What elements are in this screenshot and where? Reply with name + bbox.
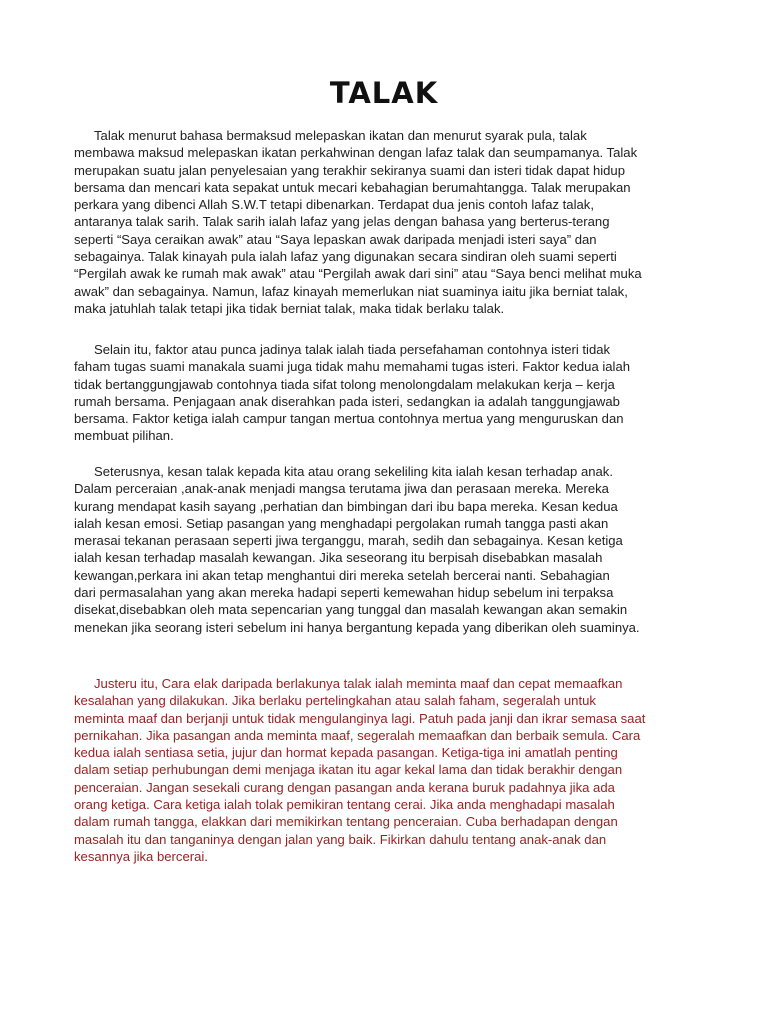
paragraph-line: kesannya jika bercerai. bbox=[74, 848, 208, 864]
paragraph-line: pernikahan. Jika pasangan anda meminta maaf, segeralah memaafkan dan berbaik semula. Cara bbox=[74, 727, 641, 743]
paragraph-line: tidak bertanggungjawab contohnya tiada sifat tolong menolongdalam melakukan kerja – kerja bbox=[74, 376, 615, 392]
paragraph-1 bbox=[74, 127, 706, 317]
paragraph-3 bbox=[74, 463, 706, 636]
paragraph-line: membawa maksud melepaskan ikatan perkahwinan dengan lafaz talak dan seumpamanya. Talak bbox=[74, 145, 638, 161]
paragraph-line: Talak menurut bahasa bermaksud melepaskan ikatan dan menurut syarak pula, talak bbox=[94, 128, 587, 143]
paragraph-line: kesalahan yang dilakukan. Jika berlaku pertelingkahan atau salah faham, segeralah untuk bbox=[74, 693, 596, 709]
paragraph-line: ialah kesan terhadap masalah kewangan. Jika seseorang itu berpisah disebabkan masalah bbox=[74, 550, 603, 566]
paragraph-line: menekan jika seorang isteri sebelum ini hanya bergantung kepada yang diberikan oleh suaminya. bbox=[74, 619, 640, 635]
paragraph-line: merupakan suatu jalan penyelesaian yang terakhir sekiranya suami dan isteri tidak dapat hidup bbox=[74, 162, 625, 178]
paragraph-line: faham tugas suami manakala suami juga tidak mahu memahami tugas isteri. Faktor kedua ialah bbox=[74, 359, 631, 375]
paragraph-line: “Pergilah awak ke rumah mak awak” atau “Pergilah awak dari sini” atau “Saya benci melihat muka bbox=[74, 266, 642, 282]
paragraph-line: dalam rumah tangga, elakkan dari memikirkan tentang penceraian. Cuba berhadapan dengan bbox=[74, 814, 618, 830]
document-title: TALAK bbox=[329, 76, 439, 110]
paragraph-line: masalah itu dan tanganinya dengan jalan yang baik. Fikirkan dahulu tentang anak-anak dan bbox=[74, 831, 607, 847]
paragraph-line: penceraian. Jangan sesekali curang dengan pasangan anda kerana buruk padahnya jika ada bbox=[74, 779, 615, 795]
paragraph-line: bersama. Faktor ketiga ialah campur tangan mertua contohnya mertua yang menguruskan dan bbox=[74, 411, 624, 427]
paragraph-line: Selain itu, faktor atau punca jadinya talak ialah tiada persefahaman contohnya isteri tidak bbox=[94, 342, 611, 357]
paragraph-line: Justeru itu, Cara elak daripada berlakunya talak ialah meminta maaf dan cepat memaafkan bbox=[94, 676, 623, 691]
paragraph-line: kewangan,perkara ini akan tetap menghantui diri mereka setelah bercerai nanti. Sebahagian bbox=[74, 567, 610, 583]
paragraph-line: perkara yang dibenci Allah S.W.T tetapi dibenarkan. Terdapat dua jenis contoh lafaz talak, bbox=[74, 197, 594, 213]
paragraph-line: membuat pilihan. bbox=[74, 428, 174, 444]
paragraph-4 bbox=[74, 675, 706, 865]
paragraph-line: kurang mendapat kasih sayang ,perhatian dan bimbingan dari ibu bapa mereka. Kesan kedua bbox=[74, 498, 618, 514]
paragraph-line: seperti “Saya ceraikan awak” atau “Saya lepaskan awak daripada menjadi isteri saya” dan bbox=[74, 231, 597, 247]
paragraph-line: awak” dan sebagainya. Namun, lafaz kinayah memerlukan niat suaminya iaitu jika berniat talak, bbox=[74, 283, 628, 299]
paragraph-line: dalam setiap perhubungan demi menjaga ikatan itu agar kekal lama dan tidak berakhir dengan bbox=[74, 762, 623, 778]
paragraph-line: merasai tekanan perasaan seperti jiwa terganggu, marah, sedih dan sebagainya. Kesan ketiga bbox=[74, 533, 623, 549]
paragraph-line: rumah bersama. Penjagaan anak diserahkan pada isteri, sedangkan ia adalah tanggungjawab bbox=[74, 393, 620, 409]
paragraph-line: Dalam perceraian ,anak-anak menjadi mangsa terutama jiwa dan perasaan mereka. Mereka bbox=[74, 481, 609, 497]
paragraph-line: antaranya talak sarih. Talak sarih ialah lafaz yang jelas dengan bahasa yang berterus-terang bbox=[74, 214, 610, 230]
paragraph-2 bbox=[74, 341, 706, 445]
paragraph-line: ialah kesan emosi. Setiap pasangan yang menghadapi pergolakan rumah tangga pasti akan bbox=[74, 515, 609, 531]
paragraph-line: meminta maaf dan berjanji untuk tidak mengulanginya lagi. Patuh pada janji dan ikrar semasa saat bbox=[74, 710, 646, 726]
paragraph-line: dari permasalahan yang akan mereka hadapi seperti kemewahan hidup sebelum ini terpaksa bbox=[74, 585, 614, 601]
paragraph-line: orang ketiga. Cara ketiga ialah tolak pemikiran tentang cerai. Jika anda menghadapi masalah bbox=[74, 797, 615, 813]
paragraph-line: disekat,disebabkan oleh mata sepencarian yang tunggal dan masalah kewangan akan semakin bbox=[74, 602, 628, 618]
paragraph-line: maka jatuhlah talak tetapi jika tidak berniat talak, maka tidak berlaku talak. bbox=[74, 300, 505, 316]
paragraph-line: kedua ialah sentiasa setia, jujur dan hormat kepada pasangan. Ketiga-tiga ini amatlah penting bbox=[74, 745, 618, 761]
paragraph-line: Seterusnya, kesan talak kepada kita atau orang sekeliling kita ialah kesan terhadap anak. bbox=[94, 464, 613, 479]
paragraph-line: sebagainya. Talak kinayah pula ialah lafaz yang digunakan secara sindiran oleh suami seperti bbox=[74, 249, 617, 265]
paragraph-line: bersama dan mencari kata sepakat untuk mecari kebahagian berumahtangga. Talak merupakan bbox=[74, 179, 631, 195]
